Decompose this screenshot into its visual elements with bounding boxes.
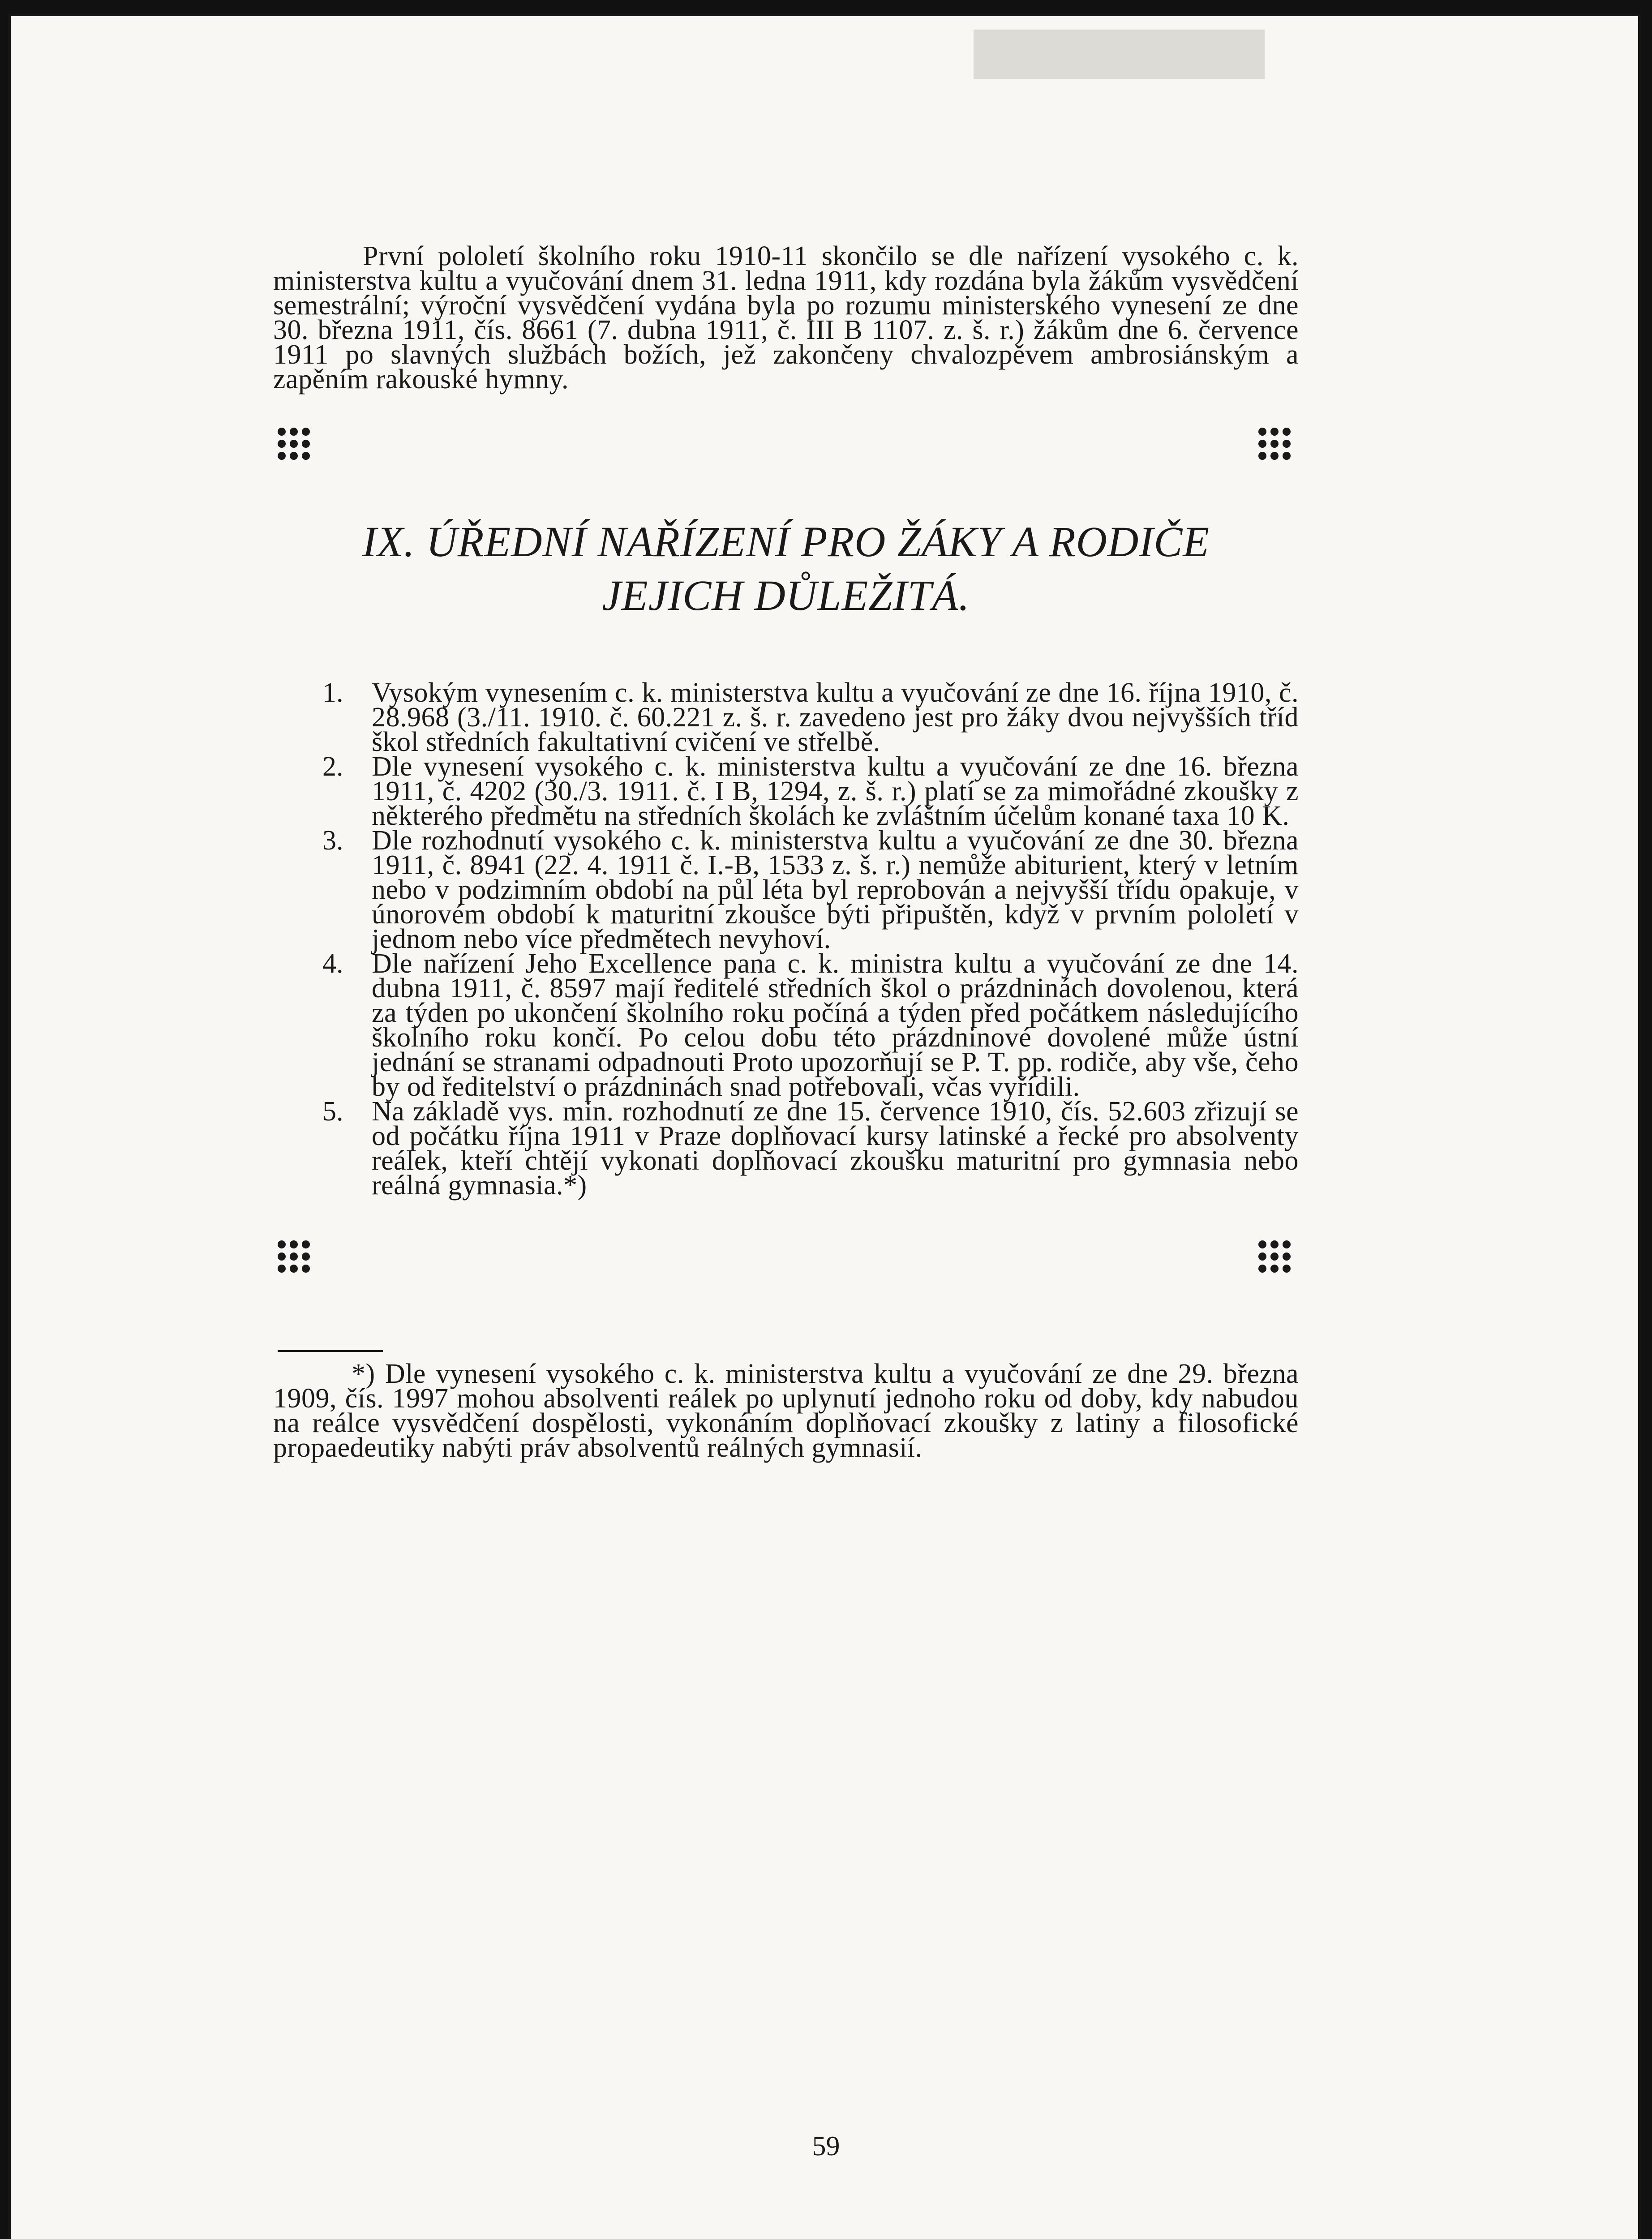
page-number: 59 (812, 2131, 840, 2162)
dot-ornament-icon (1258, 428, 1294, 463)
list-item-text: Dle nařízení Jeho Excellence pana c. k. ministra kultu a vyučování ze dne 14. dubna 1911, č. 8597 mají ředitelé středních škol o prázdninách dovolenou, která za týden po ukončení školního roku počíná a týden před počátkem následujícího školního roku končí. Po celou dobu této prázdninové dovolené může ústní jednání se stranami odpadnouti Proto upozorňují se P. T. pp. rodiče, aby vše, čeho by od ředitelství o prázdninách snad potřebovali, včas vyřídili. (372, 948, 1299, 1102)
list-item (273, 948, 1299, 1102)
list-item-text: Vysokým vynesením c. k. ministerstva kultu a vyučování ze dne 16. října 1910, č. 28.968 (3./11. 1910. č. 60.221 z. š. r. zavedeno jest pro žáky dvou nejvyšších tříd škol středních fakultativní cvičení ve střelbě. (372, 678, 1299, 757)
regulations-list (273, 678, 1299, 1201)
section-heading (273, 515, 1299, 622)
dot-ornament-icon (1258, 1240, 1294, 1276)
list-item-text: Na základě vys. min. rozhodnutí ze dne 15. července 1910, čís. 52.603 zřizují se od počátku října 1911 v Praze doplňovací kursy latinské a řecké pro absolventy reálek, kteří chtějí vykonati doplňovací zkoušku maturitní pro gymnasia nebo reálná gymnasia.*) (372, 1096, 1299, 1201)
list-item-number: 4. (322, 948, 343, 979)
page-content (273, 241, 1299, 1463)
list-item-number: 2. (322, 751, 343, 782)
dot-ornament-icon (278, 428, 313, 463)
list-item-text: Dle vynesení vysokého c. k. ministerstva kultu a vyučování ze dne 16. března 1911, č. 4202 (30./3. 1911. č. I B, 1294, z. š. r.) platí se za mimořádné zkoušky z některého předmětu na středních školách ke zvláštním účelům konané taxa 10 K. (372, 751, 1299, 831)
intro-paragraph: První pololetí školního roku 1910-11 skončilo se dle nařízení vysokého c. k. ministerstva kultu a vyučování dnem 31. ledna 1911, kdy rozdána byla žákům vysvědčení semestrální; výroční vysvědčení vydána byla po rozumu ministerského vynesení ze dne 30. března 1911, čís. 8661 (7. dubna 1911, č. III B 1107. z. š. r.) žákům dne 6. července 1911 po slavných službách božích, jež zakončeny chvalozpěvem ambrosiánským a zapěním rakouské hymny. (273, 241, 1299, 395)
list-item (273, 1096, 1299, 1201)
scan-edge-top (0, 0, 1652, 13)
footnote: *) Dle vynesení vysokého c. k. ministerstva kultu a vyučování ze dne 29. března 1909, čís. 1997 mohou absolventi reálek po uplynutí jednoho roku od doby, kdy nabudou na reálce vysvědčení dospělosti, vykonáním doplňovací zkoušky z latiny a filosofické propaedeutiky nabýti práv absolventů reálných gymnasií. (273, 1359, 1299, 1463)
scan-blemish (974, 30, 1265, 79)
ornament-row-upper (273, 428, 1299, 472)
ornament-row-lower (273, 1240, 1299, 1285)
list-item-text: Dle rozhodnutí vysokého c. k. ministerstva kultu a vyučování ze dne 30. března 1911, č. 8941 (22. 4. 1911 č. I.-B, 1533 z. š. r.) nemůže abiturient, který v letním nebo v podzimním období na půl léta byl reprobován a nejvyšší třídu opakuje, v únorovém období k maturitní zkoušce býti připuštěn, když v prvním pololetí v jednom nebo více předmětech nevyhoví. (372, 825, 1299, 954)
list-item-number: 1. (322, 678, 343, 708)
list-item (273, 678, 1299, 757)
scan-edge-right (1640, 0, 1652, 2239)
dot-ornament-icon (278, 1240, 313, 1276)
list-item-number: 3. (322, 825, 343, 856)
footnote-divider (278, 1350, 383, 1352)
scan-edge-left (0, 0, 8, 2239)
list-item (273, 825, 1299, 954)
list-item-number: 5. (322, 1096, 343, 1127)
list-item (273, 751, 1299, 831)
section-heading-line-1: IX. ÚŘEDNÍ NAŘÍZENÍ PRO ŽÁKY A RODIČE (362, 518, 1210, 566)
section-heading-line-2: JEJICH DŮLEŽITÁ. (602, 571, 970, 619)
